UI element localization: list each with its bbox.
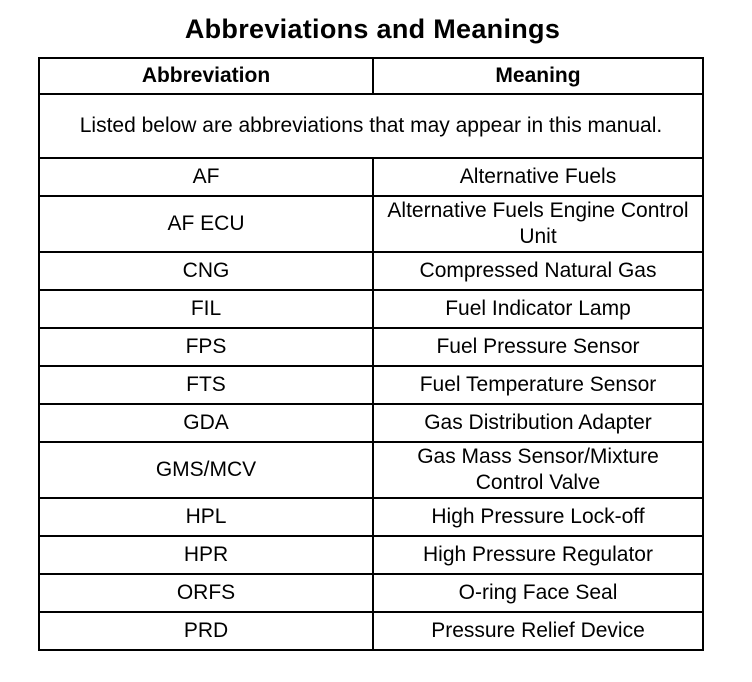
abbreviation-cell: HPL [39,498,373,536]
abbreviation-cell: FIL [39,290,373,328]
meaning-cell: O-ring Face Seal [373,574,703,612]
meaning-cell: Compressed Natural Gas [373,252,703,290]
meaning-cell: Fuel Indicator Lamp [373,290,703,328]
table-row [39,498,703,536]
meaning-column-header: Meaning [373,58,703,94]
abbreviation-cell: ORFS [39,574,373,612]
table-row [39,366,703,404]
table-row [39,328,703,366]
abbreviation-cell: CNG [39,252,373,290]
table-row [39,290,703,328]
abbreviation-column-header: Abbreviation [39,58,373,94]
meaning-cell: Pressure Relief Device [373,612,703,650]
intro-row [39,94,703,158]
abbreviation-cell: GMS/MCV [39,442,373,498]
abbreviation-cell: FTS [39,366,373,404]
abbreviation-cell: HPR [39,536,373,574]
table-row [39,196,703,252]
table-row [39,536,703,574]
table-row [39,404,703,442]
table-row [39,612,703,650]
meaning-cell: Alternative Fuels Engine Control Unit [373,196,703,252]
meaning-cell: Gas Mass Sensor/Mixture Control Valve [373,442,703,498]
meaning-cell: High Pressure Regulator [373,536,703,574]
abbreviation-cell: PRD [39,612,373,650]
table-row [39,252,703,290]
abbreviation-cell: AF [39,158,373,196]
abbreviation-cell: FPS [39,328,373,366]
table-row [39,574,703,612]
header-row [39,58,703,94]
meaning-cell: Fuel Temperature Sensor [373,366,703,404]
abbreviation-cell: AF ECU [39,196,373,252]
table-row [39,442,703,498]
meaning-cell: Gas Distribution Adapter [373,404,703,442]
intro-text: Listed below are abbreviations that may appear in this manual. [39,94,703,158]
meaning-cell: Alternative Fuels [373,158,703,196]
meaning-cell: Fuel Pressure Sensor [373,328,703,366]
meaning-cell: High Pressure Lock-off [373,498,703,536]
table-row [39,158,703,196]
abbreviations-table [38,57,704,651]
table-title: Abbreviations and Meanings [184,14,561,44]
abbreviation-cell: GDA [39,404,373,442]
